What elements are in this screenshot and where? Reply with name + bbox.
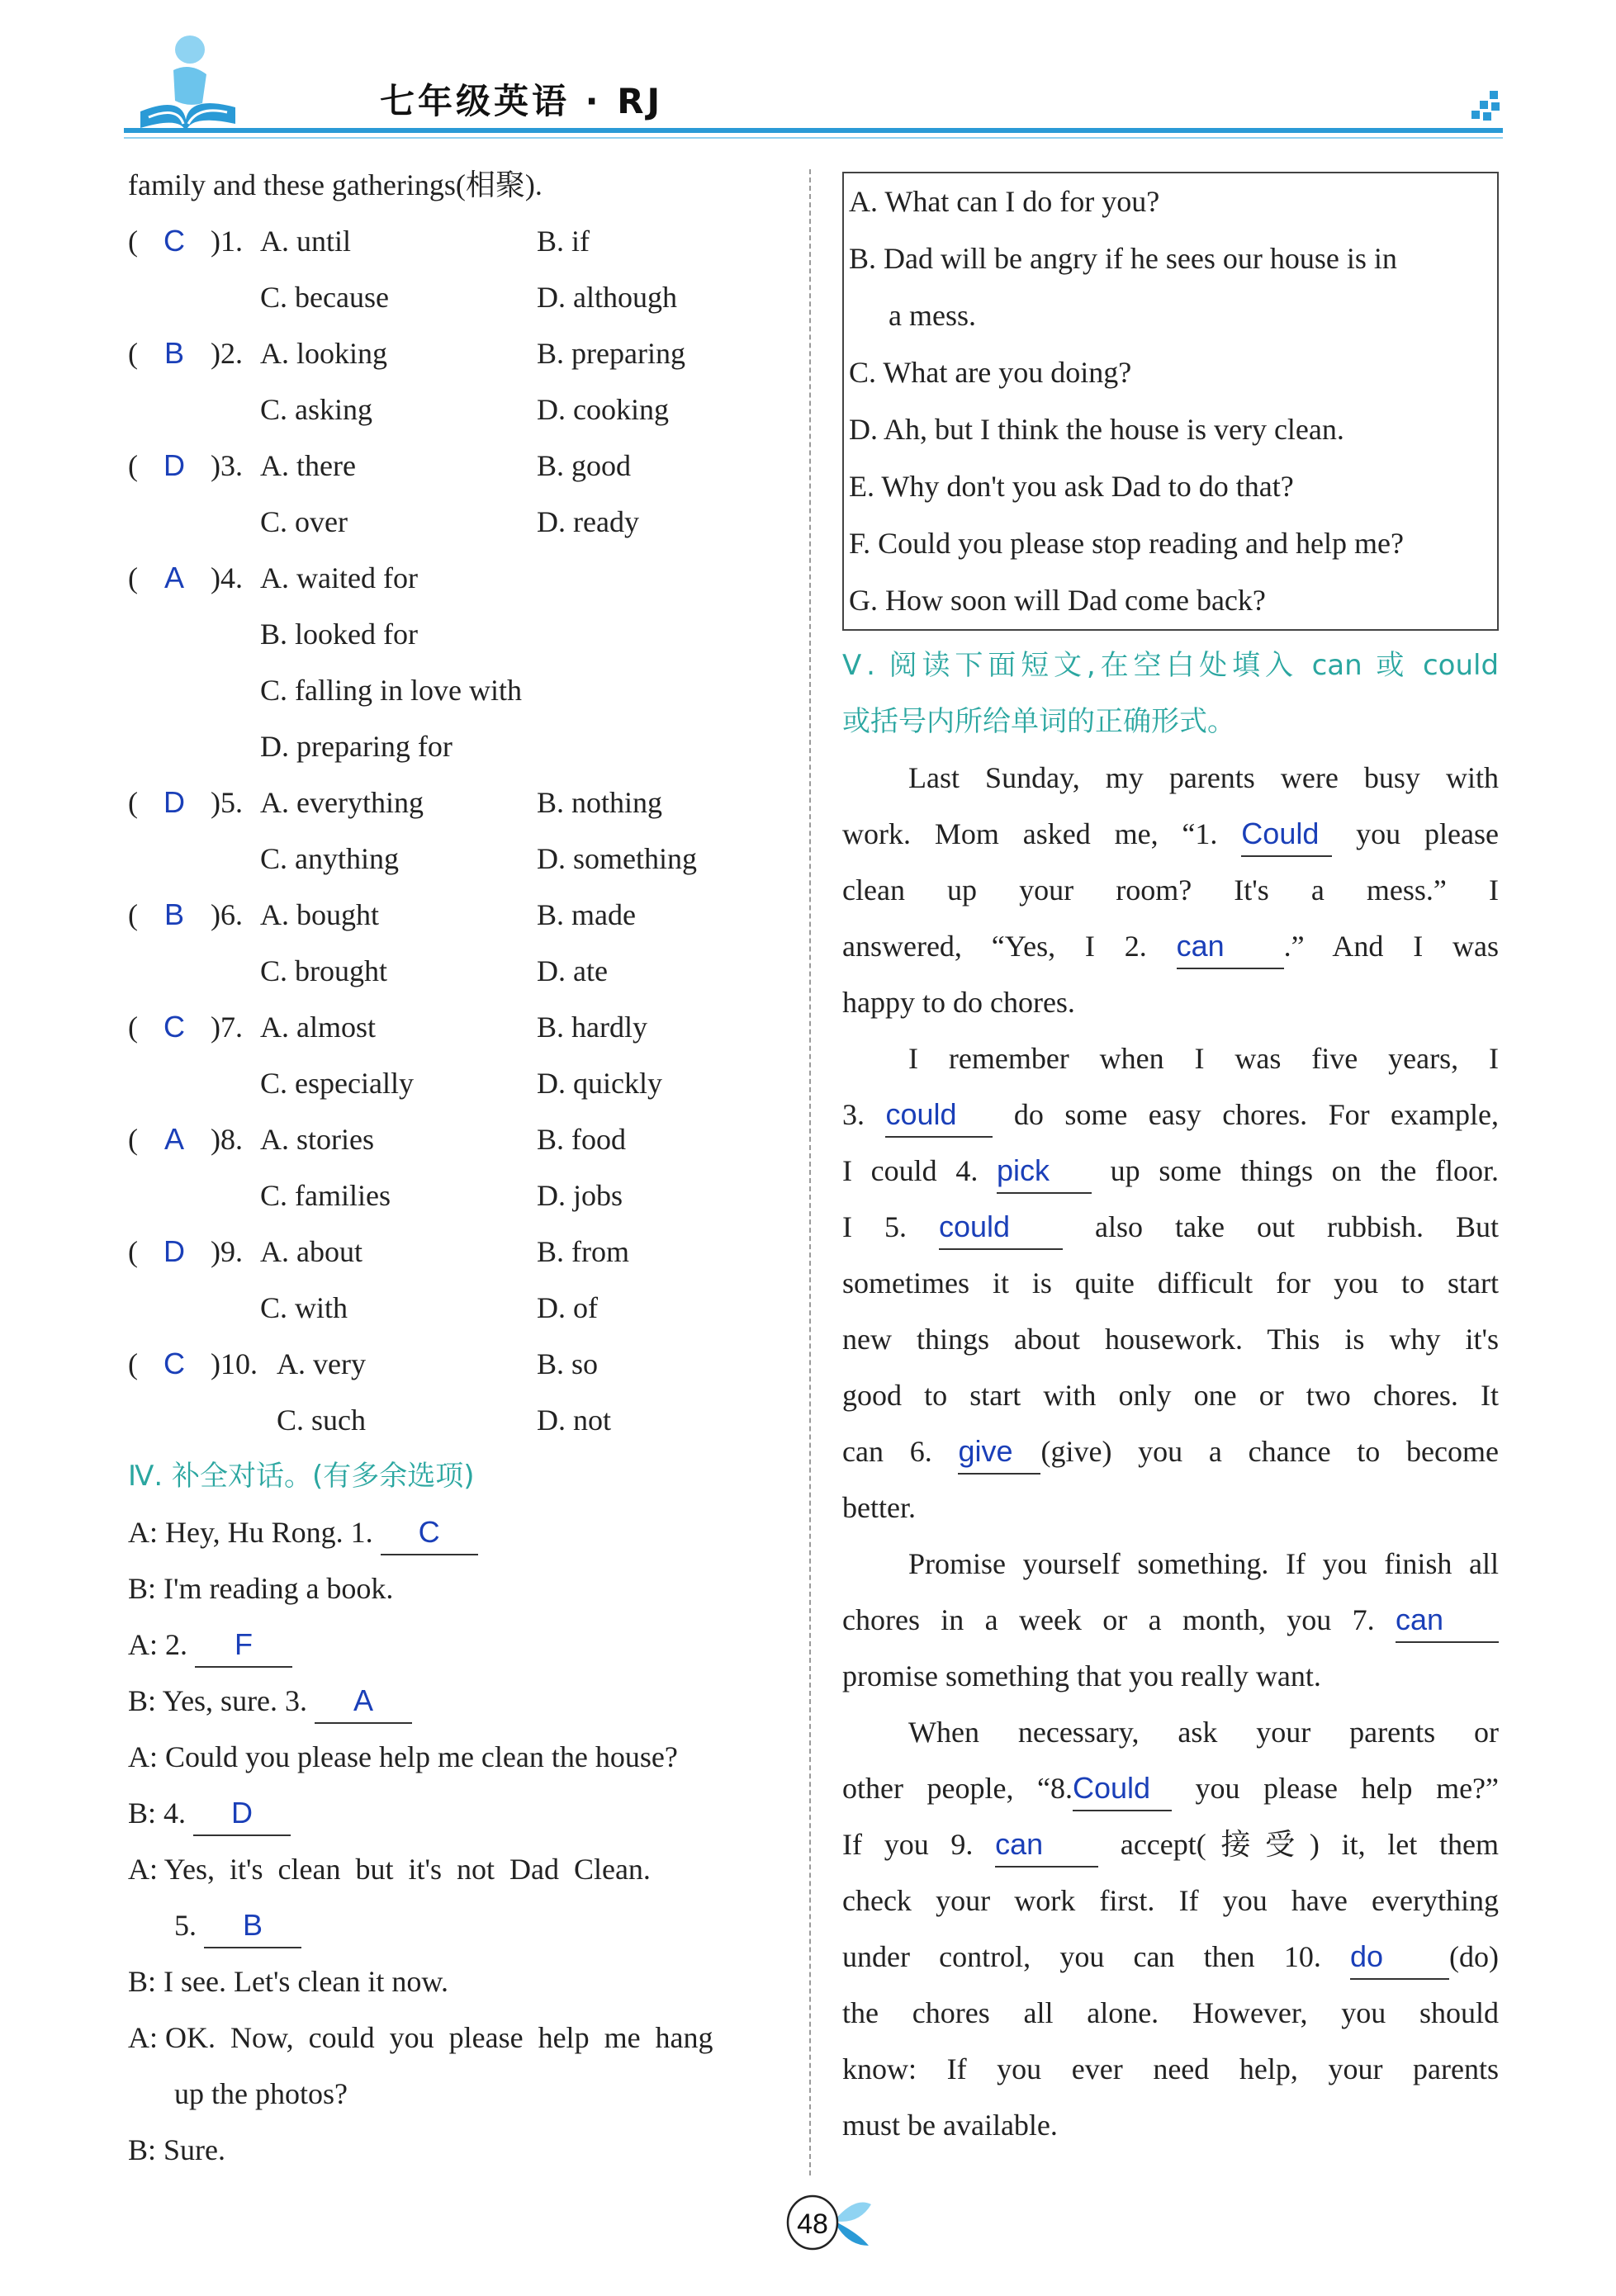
passage-line-18: When necessary, ask your parents or	[908, 1716, 1499, 1749]
mc-question-7: ( C )7. A. almost B. hardly	[128, 999, 789, 1055]
mc-question-10: ( C )10. A. very B. so	[128, 1336, 789, 1392]
option-c: C. What are you doing?	[849, 356, 1132, 389]
section-5-title: Ⅴ. 阅读下面短文,在空白处填入 can 或 could	[842, 649, 1499, 682]
dialogue-line-1: A: Hey, Hu Rong. 1. C	[128, 1504, 789, 1560]
passage-line-24: know: If you ever need help, your parents	[842, 2052, 1499, 2085]
dialogue-blank-4: D	[193, 1792, 291, 1836]
options-box	[842, 172, 1499, 631]
passage-line-13: can 6. give (give) you a chance to become	[842, 1423, 1499, 1479]
passage-line-19: other people, “8.Could you please help me?”	[842, 1760, 1499, 1816]
passage-line-5: happy to do chores.	[842, 986, 1075, 1019]
mc-question-4: ( A )4. A. waited for	[128, 550, 789, 606]
dialogue-line-9: B: I see. Let's clean it now.	[128, 1965, 449, 1998]
passage-blank-10: do	[1350, 1935, 1449, 1980]
passage-line-1: Last Sunday, my parents were busy with	[908, 761, 1499, 794]
option-b-cont: a mess.	[889, 299, 976, 332]
header-title: 七年级英语 · RJ	[380, 81, 664, 121]
passage-line-6: I remember when I was five years, I	[908, 1042, 1499, 1075]
answer-4: A	[163, 561, 184, 594]
answer-1: C	[163, 224, 185, 258]
dialogue-line-8: 5. B	[128, 1897, 789, 1953]
column-divider	[809, 169, 811, 2175]
option-e: E. Why don't you ask Dad to do that?	[849, 470, 1294, 503]
passage-blank-9: can	[995, 1823, 1098, 1868]
passage-line-2: work. Mom asked me, “1. Could you please	[842, 806, 1499, 862]
section-4-title: Ⅳ. 补全对话。(有多余选项)	[128, 1460, 475, 1493]
passage-blank-7: can	[1396, 1598, 1499, 1643]
passage-line-12: good to start with only one or two chores. It	[842, 1379, 1499, 1412]
intro-line: family and these gatherings(相聚).	[128, 168, 543, 201]
mc-question-5: ( D )5. A. everything B. nothing	[128, 774, 789, 831]
passage-blank-5: could	[939, 1205, 1063, 1250]
dialogue-line-11: up the photos?	[174, 2077, 348, 2110]
dialogue-line-5: A: Could you please help me clean the house?	[128, 1740, 678, 1773]
answer-6: B	[163, 897, 184, 931]
right-column	[842, 157, 1499, 2153]
dialogue-line-7: A: Yes, it's clean but it's not Dad Clean.	[128, 1853, 651, 1886]
mc-question-2: ( B )2. A. looking B. preparing	[128, 325, 789, 381]
dialogue-blank-3: A	[315, 1679, 412, 1724]
answer-3: D	[163, 448, 185, 482]
header-rule	[124, 128, 1503, 133]
answer-2: B	[163, 336, 184, 370]
option-b: B. Dad will be angry if he sees our house is in	[849, 242, 1397, 275]
dialogue-blank-1: C	[381, 1511, 478, 1555]
dialogue-blank-2: F	[195, 1623, 292, 1668]
reading-child-logo-icon	[124, 25, 248, 144]
dialogue-blank-5: B	[204, 1904, 301, 1948]
answer-7: C	[163, 1010, 185, 1044]
passage-line-9: I 5. could also take out rubbish. But	[842, 1199, 1499, 1255]
section-5-title-line2: 或括号内所给单词的正确形式。	[842, 705, 1235, 738]
dialogue-line-2: B: I'm reading a book.	[128, 1572, 394, 1605]
dialogue-line-10: A: OK. Now, could you please help me hang	[128, 2021, 713, 2054]
option-a: A. What can I do for you?	[849, 185, 1160, 218]
mc-question-1: ( C )1. A. until B. if	[128, 213, 789, 269]
passage-blank-8: Could	[1073, 1767, 1172, 1811]
passage-line-20: If you 9. can accept(接受) it, let them	[842, 1816, 1499, 1872]
page-header	[124, 25, 1503, 144]
dialogue-line-6: B: 4. D	[128, 1785, 789, 1841]
answer-5: D	[163, 785, 185, 819]
passage-line-4: answered, “Yes, I 2. can .” And I was	[842, 918, 1499, 974]
answer-9: D	[163, 1234, 185, 1268]
dialogue-line-3: A: 2. F	[128, 1617, 789, 1673]
passage-line-10: sometimes it is quite difficult for you to start	[842, 1266, 1499, 1299]
passage-line-23: the chores all alone. However, you should	[842, 1996, 1499, 2029]
dialogue-line-4: B: Yes, sure. 3. A	[128, 1673, 789, 1729]
passage-blank-4: pick	[997, 1149, 1092, 1194]
passage-blank-2: can	[1177, 925, 1284, 969]
answer-8: A	[163, 1122, 184, 1156]
passage-line-25: must be available.	[842, 2109, 1058, 2142]
passage-blank-1: Could	[1241, 812, 1332, 857]
left-column: family and these gatherings(相聚). ( C )1. A. until B. if C. because D. although ( B )2. A. looking B. preparing C. asking D. cooking ( D )3. A. there B. good C. over D. ready ( A )4. A. waited for B. looked for C. falling in love with D. preparing for ( D )5. A. everything B. nothing C. anything D. something ( B )6. A. bought B. made C. brought D. ate ( C )7. A. almost B. hardly C. especially D. quickly ( A )8. A. stories B. food C. families D. jobs ( D )9. A. about B. from C. with D. of ( C )10. A. very B. so C. such D. not Ⅳ. 补全对话。(有多余选项) A: Hey, Hu Rong. 1. C B: I'm reading a book. A: 2. F B: Yes, sure. 3. A A: Could you please help me clean the house? B: 4. D A: Yes, it's clean but it's not Dad Clean. 5. B B: I see. Let's clean it now. A: OK. Now, could you please help me hang up the photos? B: Sure.	[128, 157, 789, 2178]
passage-blank-3: could	[885, 1093, 993, 1138]
dialogue-line-12: B: Sure.	[128, 2133, 226, 2166]
passage-line-11: new things about housework. This is why it's	[842, 1323, 1499, 1356]
option-d: D. Ah, but I think the house is very clean.	[849, 413, 1344, 446]
mc-question-9: ( D )9. A. about B. from	[128, 1224, 789, 1280]
page-number-badge	[776, 2188, 875, 2254]
header-rule-thin	[124, 137, 1503, 139]
page-number: 48	[797, 2208, 828, 2240]
passage-line-7: 3. could do some easy chores. For example,	[842, 1086, 1499, 1143]
mc-question-6: ( B )6. A. bought B. made	[128, 887, 789, 943]
passage-line-22: under control, you can then 10. do (do)	[842, 1929, 1499, 1985]
passage-blank-6: give	[958, 1430, 1040, 1475]
passage-line-8: I could 4. pick up some things on the floor.	[842, 1143, 1499, 1199]
passage-line-17: promise something that you really want.	[842, 1659, 1321, 1692]
passage-line-16: chores in a week or a month, you 7. can	[842, 1592, 1499, 1648]
passage-line-14: better.	[842, 1491, 916, 1524]
passage-line-3: clean up your room? It's a mess.” I	[842, 873, 1499, 907]
option-g: G. How soon will Dad come back?	[849, 584, 1266, 617]
passage-line-21: check your work first. If you have everything	[842, 1884, 1499, 1917]
option-f: F. Could you please stop reading and help me?	[849, 527, 1404, 560]
answer-10: C	[163, 1347, 185, 1380]
mc-question-3: ( D )3. A. there B. good	[128, 438, 789, 494]
passage-line-15: Promise yourself something. If you finish all	[908, 1547, 1499, 1580]
corner-squares-icon	[1470, 89, 1503, 122]
mc-question-8: ( A )8. A. stories B. food	[128, 1111, 789, 1167]
